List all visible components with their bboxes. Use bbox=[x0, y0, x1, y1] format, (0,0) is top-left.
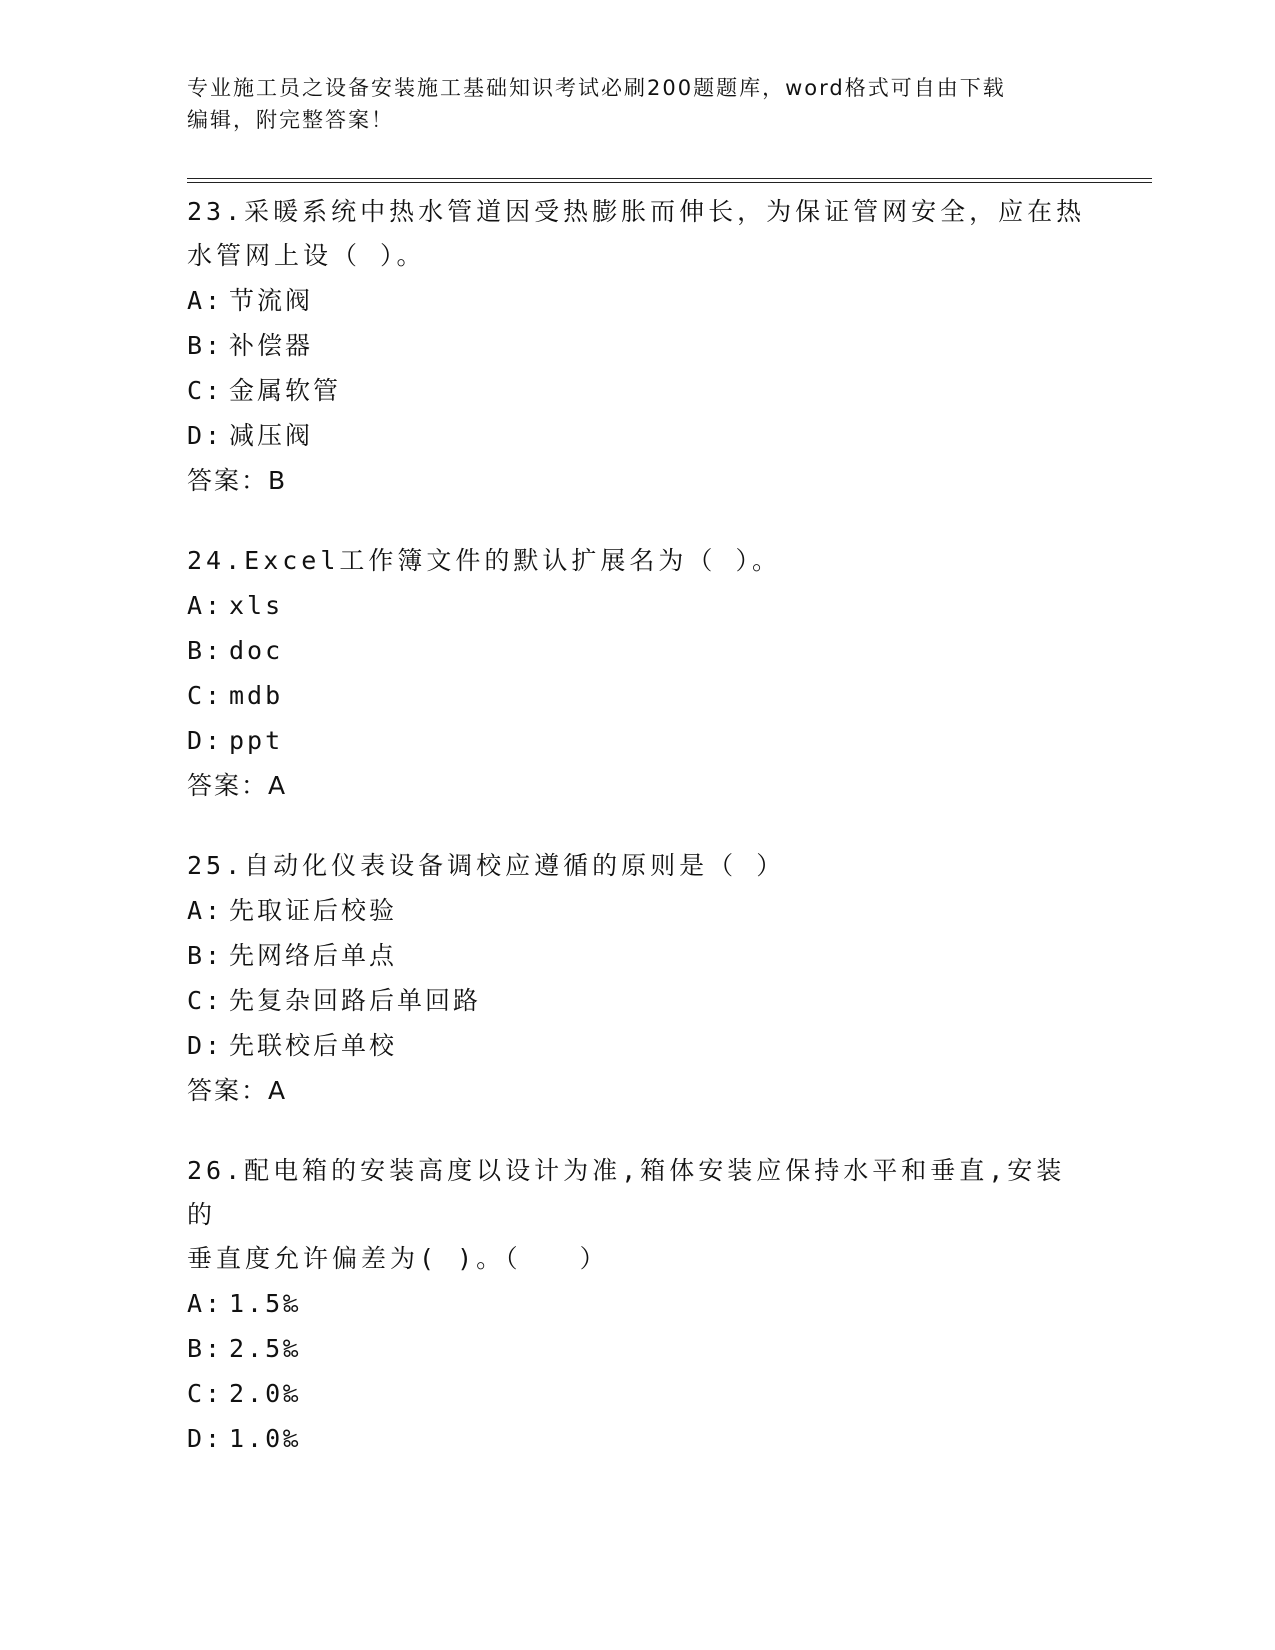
question-text bbox=[187, 844, 1087, 888]
question-26 bbox=[187, 1149, 1087, 1461]
option-a bbox=[187, 583, 1087, 628]
question-list bbox=[187, 190, 1087, 1496]
option-text: 1.0‰ bbox=[229, 1424, 302, 1453]
header-divider bbox=[187, 178, 1152, 183]
option-b bbox=[187, 628, 1087, 673]
question-line: 24.Excel工作簿文件的默认扩展名为（ ）。 bbox=[187, 546, 781, 575]
option-text: 先网络后单点 bbox=[229, 941, 398, 970]
option-text: 补偿器 bbox=[229, 331, 314, 360]
option-label: D: bbox=[187, 1031, 224, 1060]
option-c bbox=[187, 368, 1087, 413]
question-23 bbox=[187, 190, 1087, 504]
option-c bbox=[187, 673, 1087, 718]
option-text: 节流阀 bbox=[229, 286, 314, 315]
option-text: mdb bbox=[229, 681, 284, 710]
question-text bbox=[187, 1149, 1087, 1281]
option-text: 1.5‰ bbox=[229, 1289, 302, 1318]
option-text: 先联校后单校 bbox=[229, 1031, 398, 1060]
option-label: D: bbox=[187, 1424, 224, 1453]
option-label: A: bbox=[187, 1289, 224, 1318]
question-25 bbox=[187, 844, 1087, 1114]
question-text bbox=[187, 539, 1087, 583]
option-d bbox=[187, 413, 1087, 458]
option-label: B: bbox=[187, 636, 224, 665]
header-line-2: 编辑，附完整答案！ bbox=[187, 108, 394, 132]
option-text: xls bbox=[229, 591, 284, 620]
option-label: C: bbox=[187, 681, 224, 710]
option-label: B: bbox=[187, 1334, 224, 1363]
question-line: 26.配电箱的安装高度以设计为准,箱体安装应保持水平和垂直,安装的 bbox=[187, 1156, 1066, 1229]
option-a bbox=[187, 278, 1087, 323]
answer-line: 答案：A bbox=[187, 1076, 288, 1105]
question-line: 25.自动化仪表设备调校应遵循的原则是（ ） bbox=[187, 851, 786, 880]
option-c bbox=[187, 1371, 1087, 1416]
option-d bbox=[187, 718, 1087, 763]
question-line: 23.采暖系统中热水管道因受热膨胀而伸长，为保证管网安全，应在热 bbox=[187, 197, 1086, 226]
header-line-1: 专业施工员之设备安装施工基础知识考试必刷200题题库，word格式可自由下载 bbox=[187, 76, 1006, 100]
option-label: A: bbox=[187, 286, 224, 315]
option-label: D: bbox=[187, 726, 224, 755]
option-text: 先取证后校验 bbox=[229, 896, 398, 925]
answer-line: 答案：B bbox=[187, 466, 288, 495]
answer-line: 答案：A bbox=[187, 771, 288, 800]
option-text: 2.0‰ bbox=[229, 1379, 302, 1408]
question-line: 水管网上设（ ）。 bbox=[187, 241, 426, 270]
option-text: 金属软管 bbox=[229, 376, 342, 405]
option-b bbox=[187, 1326, 1087, 1371]
document-header bbox=[187, 72, 1087, 136]
option-d bbox=[187, 1023, 1087, 1068]
option-label: B: bbox=[187, 331, 224, 360]
option-label: C: bbox=[187, 376, 224, 405]
option-text: 2.5‰ bbox=[229, 1334, 302, 1363]
option-label: C: bbox=[187, 1379, 224, 1408]
option-label: B: bbox=[187, 941, 224, 970]
option-d bbox=[187, 1416, 1087, 1461]
option-b bbox=[187, 933, 1087, 978]
option-c bbox=[187, 978, 1087, 1023]
question-24 bbox=[187, 539, 1087, 809]
option-text: doc bbox=[229, 636, 284, 665]
question-text bbox=[187, 190, 1087, 278]
option-text: 减压阀 bbox=[229, 421, 314, 450]
question-line: 垂直度允许偏差为( )。（ ） bbox=[187, 1244, 609, 1273]
option-text: ppt bbox=[229, 726, 284, 755]
option-label: C: bbox=[187, 986, 224, 1015]
option-b bbox=[187, 323, 1087, 368]
option-label: A: bbox=[187, 591, 224, 620]
option-text: 先复杂回路后单回路 bbox=[229, 986, 482, 1015]
option-label: A: bbox=[187, 896, 224, 925]
option-a bbox=[187, 1281, 1087, 1326]
option-label: D: bbox=[187, 421, 224, 450]
option-a bbox=[187, 888, 1087, 933]
